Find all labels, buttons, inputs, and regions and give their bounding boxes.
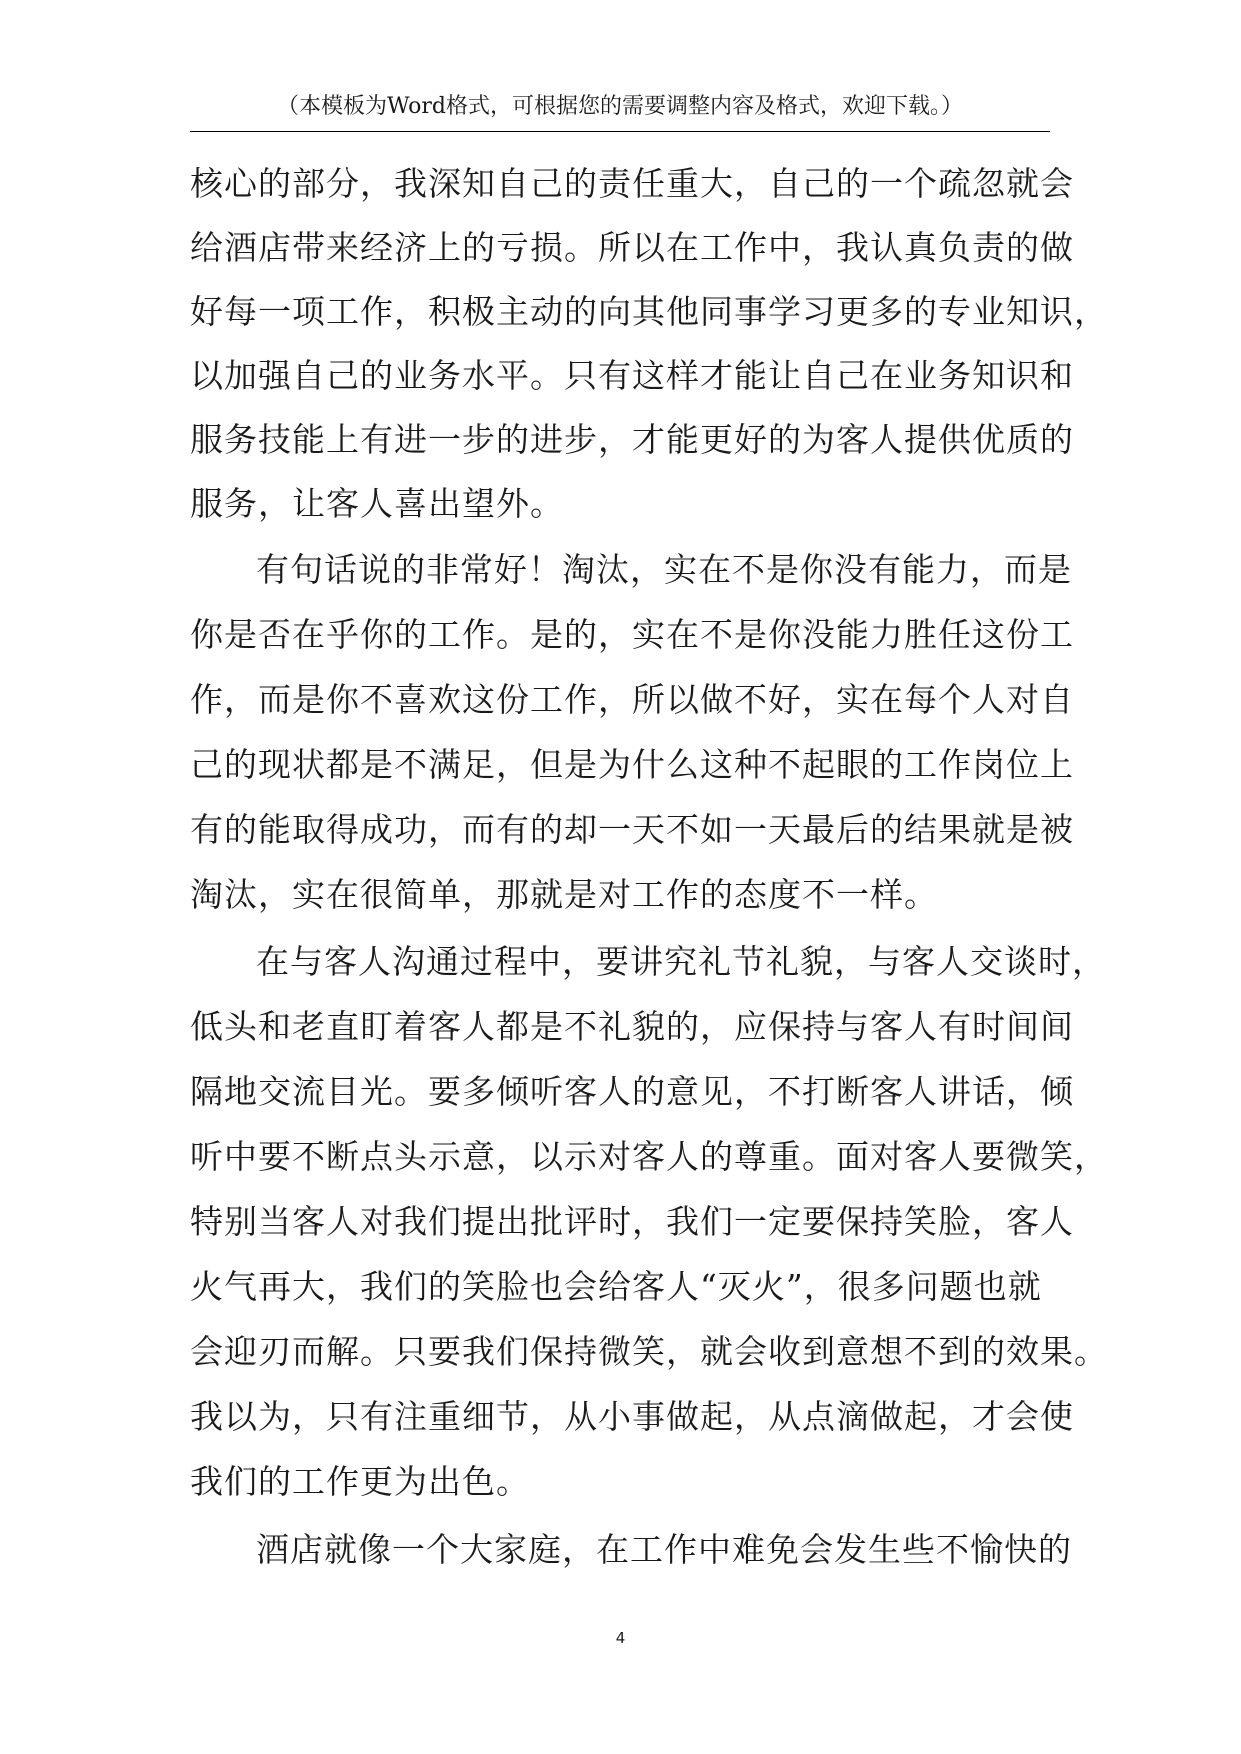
text-line: 好每一项工作，积极主动的向其他同事学习更多的专业知识， bbox=[190, 292, 1108, 331]
paragraph-first-line: 酒店就像一个大家庭，在工作中难免会发生些不愉快的 bbox=[256, 1530, 1072, 1569]
text-line: 服务技能上有进一步的进步，才能更好的为客人提供优质的 bbox=[190, 420, 1074, 459]
text-line: 有的能取得成功，而有的却一天不如一天最后的结果就是被 bbox=[190, 810, 1074, 849]
text-line: 核心的部分，我深知自己的责任重大，自己的一个疏忽就会 bbox=[190, 164, 1074, 203]
text-line: 服务，让客人喜出望外。 bbox=[190, 484, 564, 523]
text-line: 你是否在乎你的工作。是的，实在不是你没能力胜任这份工 bbox=[190, 615, 1074, 654]
text-line: 作，而是你不喜欢这份工作，所以做不好，实在每个人对自 bbox=[190, 680, 1074, 719]
text-line: 听中要不断点头示意，以示对客人的尊重。面对客人要微笑， bbox=[190, 1137, 1108, 1176]
text-line: 以加强自己的业务水平。只有这样才能让自己在业务知识和 bbox=[190, 356, 1074, 395]
text-line: 我以为，只有注重细节，从小事做起，从点滴做起，才会使 bbox=[190, 1397, 1074, 1436]
paragraph-first-line: 在与客人沟通过程中，要讲究礼节礼貌，与客人交谈时， bbox=[256, 942, 1106, 981]
text-line: 低头和老直盯着客人都是不礼貌的，应保持与客人有时间间 bbox=[190, 1007, 1074, 1046]
text-line: 给酒店带来经济上的亏损。所以在工作中，我认真负责的做 bbox=[190, 228, 1074, 267]
text-line: 会迎刃而解。只要我们保持微笑，就会收到意想不到的效果。 bbox=[190, 1332, 1108, 1371]
text-line: 特别当客人对我们提出批评时，我们一定要保持笑脸，客人 bbox=[190, 1202, 1074, 1241]
text-line: 火气再大，我们的笑脸也会给客人“灭火”，很多问题也就 bbox=[190, 1267, 1042, 1306]
paragraph-first-line: 有句话说的非常好！淘汰，实在不是你没有能力，而是 bbox=[256, 550, 1072, 589]
text-line: 隔地交流目光。要多倾听客人的意见，不打断客人讲话，倾 bbox=[190, 1072, 1074, 1111]
text-line: 己的现状都是不满足，但是为什么这种不起眼的工作岗位上 bbox=[190, 745, 1074, 784]
text-line: 我们的工作更为出色。 bbox=[190, 1462, 530, 1501]
header-template-note: （本模板为Word格式，可根据您的需要调整内容及格式，欢迎下载。） bbox=[277, 94, 963, 119]
page-number: 4 bbox=[615, 1629, 626, 1647]
header-divider bbox=[190, 131, 1050, 132]
text-line: 淘汰，实在很简单，那就是对工作的态度不一样。 bbox=[190, 875, 938, 914]
